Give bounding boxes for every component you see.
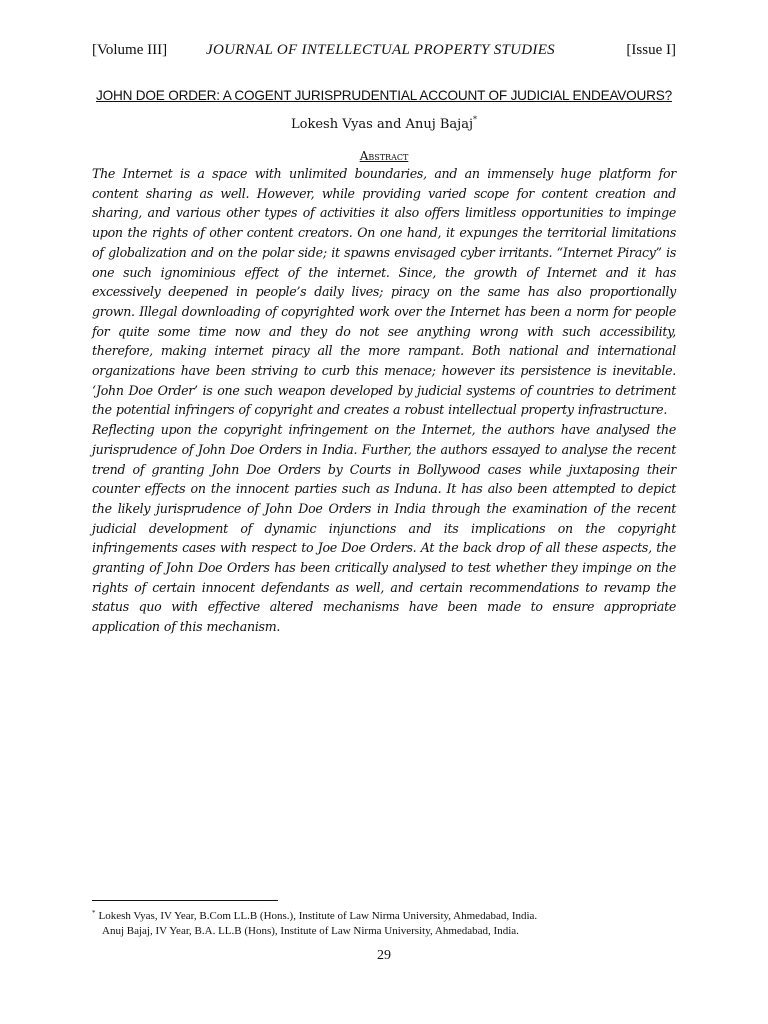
journal-name: JOURNAL OF INTELLECTUAL PROPERTY STUDIES [206,42,555,58]
volume-label: [Volume III] [92,42,168,58]
abstract-paragraph-2: Reflecting upon the copyright infringement on the Internet, the authors have analysed the jurisprudence of John Doe Orders in India. Further, the authors essayed to analyse the recent trend of granting John Doe Orders by Courts in Bollywood cases while juxtaposing their counter effects on the innocent parties such as Induna. It has also been attempted to depict the likely jurisprudence of John Doe Orders in India through the examination of the recent judicial development of dynamic injunctions and its implications on the copyright infringements cases with respect to Joe Doe Orders. At the back drop of all these aspects, the granting of John Doe Orders has been critically analysed to test whether they impinge on the rights of certain innocent defendants as well, and certain recommendations to revamp the status quo with effective altered mechanisms have been made to ensure appropriate application of this mechanism. [92,422,676,635]
footnote-separator [92,900,278,901]
article-title: JOHN DOE ORDER: A COGENT JURISPRUDENTIAL ACCOUNT OF JUDICIAL ENDEAVOURS? [95,88,673,103]
page-number: 29 [377,948,391,963]
author-names: Lokesh Vyas and Anuj Bajaj [291,117,473,132]
author-line [92,115,676,132]
abstract-paragraph-1: The Internet is a space with unlimited boundaries, and an immensely huge platform for content sharing as well. However, while providing varied scope for content creation and sharing, and various other types of activities it also offers limitless opportunities to impinge upon the rights of other content creators. On one hand, it expunges the territorial limitations of globalization and on the polar side; it spawns envisaged cyber irritants. “Internet Piracy” is one such ignominious effect of the internet. Since, the growth of Internet and it has excessively deepened in people’s daily lives; piracy on the same has also proportionally grown. Illegal downloading of copyrighted work over the Internet has been a norm for people for quite some time now and they do not see anything wrong with such accessibility, therefore, making internet piracy all the more rampant. Both national and international organizations have been striving to curb this menace; however its persistence is inevitable. ‘John Doe Order’ is one such weapon developed by judicial systems of countries to detriment the potential infringers of copyright and creates a robust intellectual property infrastructure. [92,166,676,418]
footnote-text-2: Anuj Bajaj, IV Year, B.A. LL.B (Hons), Institute of Law Nirma University, Ahmedabad, India. [102,925,519,937]
running-header [92,42,676,62]
author-footnote-marker: * [472,115,477,124]
footnote-line-2 [92,924,676,939]
abstract-body [92,164,676,637]
abstract-heading: Abstract [359,149,409,163]
footnote-text-1: Lokesh Vyas, IV Year, B.Com LL.B (Hons.), Institute of Law Nirma University, Ahmedabad, India. [98,910,538,922]
footnotes [92,906,676,939]
footnote-marker: * [92,909,96,917]
footnote-line-1 [92,906,676,924]
issue-label: [Issue I] [626,42,676,58]
